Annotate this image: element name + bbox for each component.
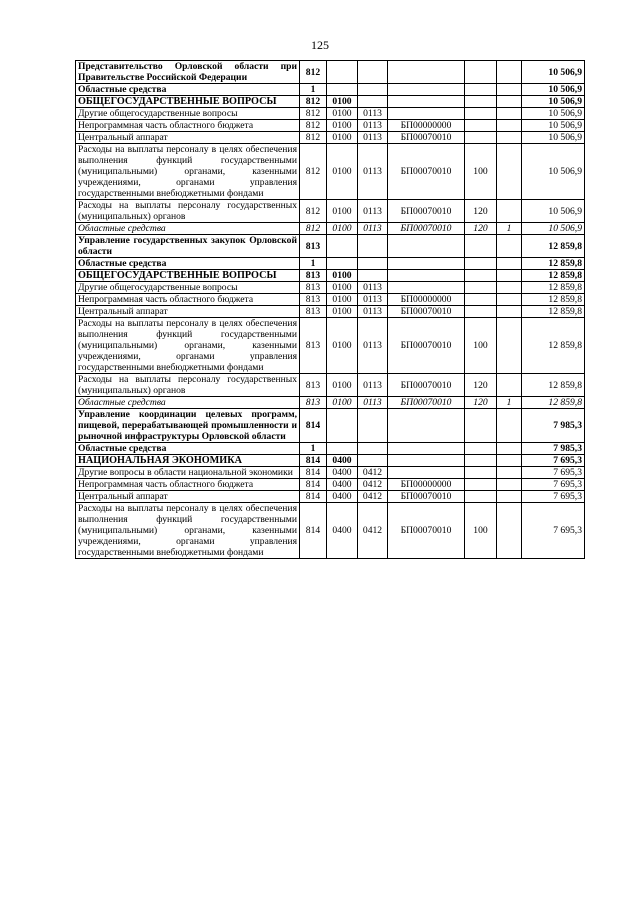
section-code: 0100 bbox=[327, 318, 358, 374]
grbs-code: 812 bbox=[300, 200, 327, 223]
section-code: 0100 bbox=[327, 144, 358, 200]
target-article-code bbox=[388, 282, 465, 294]
table-row bbox=[76, 282, 585, 294]
table-row bbox=[76, 318, 585, 374]
grbs-code: 813 bbox=[300, 270, 327, 282]
expense-type-code bbox=[465, 409, 497, 443]
funding-source-code bbox=[497, 200, 522, 223]
subsection-code bbox=[358, 61, 388, 84]
funding-source-code bbox=[497, 120, 522, 132]
section-code: 0400 bbox=[327, 467, 358, 479]
subsection-code bbox=[358, 84, 388, 96]
target-article-code bbox=[388, 467, 465, 479]
table-row bbox=[76, 374, 585, 397]
funding-source-code bbox=[497, 491, 522, 503]
amount: 10 506,9 bbox=[522, 120, 585, 132]
row-name: Расходы на выплаты персоналу государственных (муниципальных) органов bbox=[76, 200, 300, 223]
funding-source-code bbox=[497, 144, 522, 200]
table-row bbox=[76, 84, 585, 96]
amount: 12 859,8 bbox=[522, 374, 585, 397]
funding-source-code bbox=[497, 455, 522, 467]
subsection-code: 0113 bbox=[358, 200, 388, 223]
amount: 12 859,8 bbox=[522, 397, 585, 409]
table-row bbox=[76, 397, 585, 409]
subsection-code: 0412 bbox=[358, 467, 388, 479]
amount: 7 695,3 bbox=[522, 455, 585, 467]
subsection-code: 0412 bbox=[358, 503, 388, 559]
row-name: ОБЩЕГОСУДАРСТВЕННЫЕ ВОПРОСЫ bbox=[76, 96, 300, 108]
grbs-code: 812 bbox=[300, 144, 327, 200]
section-code: 0100 bbox=[327, 132, 358, 144]
expense-type-code bbox=[465, 96, 497, 108]
expense-type-code bbox=[465, 282, 497, 294]
row-name: Непрограммная часть областного бюджета bbox=[76, 479, 300, 491]
subsection-code: 0412 bbox=[358, 479, 388, 491]
target-article-code: БП00000000 bbox=[388, 120, 465, 132]
target-article-code bbox=[388, 61, 465, 84]
funding-source-code bbox=[497, 235, 522, 258]
grbs-code: 814 bbox=[300, 491, 327, 503]
grbs-code: 812 bbox=[300, 120, 327, 132]
row-name: Другие общегосударственные вопросы bbox=[76, 108, 300, 120]
grbs-code: 813 bbox=[300, 374, 327, 397]
amount: 7 985,3 bbox=[522, 443, 585, 455]
funding-source-code bbox=[497, 61, 522, 84]
grbs-code: 812 bbox=[300, 96, 327, 108]
expense-type-code: 120 bbox=[465, 200, 497, 223]
expense-type-code bbox=[465, 84, 497, 96]
grbs-code: 1 bbox=[300, 84, 327, 96]
row-name: Областные средства bbox=[76, 443, 300, 455]
expense-type-code: 120 bbox=[465, 374, 497, 397]
table-row bbox=[76, 235, 585, 258]
amount: 7 695,3 bbox=[522, 503, 585, 559]
target-article-code: БП00000000 bbox=[388, 479, 465, 491]
section-code bbox=[327, 258, 358, 270]
expense-type-code bbox=[465, 443, 497, 455]
grbs-code: 814 bbox=[300, 409, 327, 443]
table-row bbox=[76, 491, 585, 503]
table-row bbox=[76, 479, 585, 491]
expense-type-code bbox=[465, 235, 497, 258]
target-article-code bbox=[388, 455, 465, 467]
amount: 7 985,3 bbox=[522, 409, 585, 443]
grbs-code: 814 bbox=[300, 467, 327, 479]
target-article-code: БП00070010 bbox=[388, 374, 465, 397]
subsection-code: 0113 bbox=[358, 374, 388, 397]
row-name: Расходы на выплаты персоналу государственных (муниципальных) органов bbox=[76, 374, 300, 397]
row-name: Непрограммная часть областного бюджета bbox=[76, 294, 300, 306]
funding-source-code bbox=[497, 132, 522, 144]
subsection-code: 0113 bbox=[358, 223, 388, 235]
grbs-code: 814 bbox=[300, 479, 327, 491]
target-article-code: БП00070010 bbox=[388, 318, 465, 374]
table-row bbox=[76, 223, 585, 235]
grbs-code: 813 bbox=[300, 306, 327, 318]
target-article-code: БП00070010 bbox=[388, 223, 465, 235]
funding-source-code bbox=[497, 467, 522, 479]
section-code: 0100 bbox=[327, 223, 358, 235]
section-code: 0100 bbox=[327, 108, 358, 120]
section-code: 0100 bbox=[327, 282, 358, 294]
expense-type-code bbox=[465, 108, 497, 120]
table-row bbox=[76, 120, 585, 132]
grbs-code: 812 bbox=[300, 132, 327, 144]
expense-type-code bbox=[465, 306, 497, 318]
section-code: 0400 bbox=[327, 491, 358, 503]
expense-type-code bbox=[465, 467, 497, 479]
grbs-code: 812 bbox=[300, 61, 327, 84]
amount: 7 695,3 bbox=[522, 467, 585, 479]
table-row bbox=[76, 455, 585, 467]
subsection-code bbox=[358, 96, 388, 108]
expense-type-code bbox=[465, 120, 497, 132]
section-code: 0100 bbox=[327, 294, 358, 306]
expense-type-code: 100 bbox=[465, 144, 497, 200]
row-name: Другие общегосударственные вопросы bbox=[76, 282, 300, 294]
subsection-code: 0113 bbox=[358, 120, 388, 132]
subsection-code bbox=[358, 258, 388, 270]
funding-source-code bbox=[497, 318, 522, 374]
section-code: 0100 bbox=[327, 120, 358, 132]
subsection-code: 0113 bbox=[358, 294, 388, 306]
table-row bbox=[76, 132, 585, 144]
table-row bbox=[76, 306, 585, 318]
section-code: 0400 bbox=[327, 479, 358, 491]
grbs-code: 813 bbox=[300, 282, 327, 294]
subsection-code: 0113 bbox=[358, 282, 388, 294]
target-article-code bbox=[388, 108, 465, 120]
row-name: Управление координации целевых программ, пищевой, перерабатывающей промышленности и рыночной инфраструктуры Орловской области bbox=[76, 409, 300, 443]
subsection-code bbox=[358, 409, 388, 443]
funding-source-code bbox=[497, 294, 522, 306]
section-code bbox=[327, 61, 358, 84]
table-row bbox=[76, 144, 585, 200]
amount: 10 506,9 bbox=[522, 61, 585, 84]
target-article-code bbox=[388, 235, 465, 258]
subsection-code bbox=[358, 455, 388, 467]
row-name: Расходы на выплаты персоналу в целях обеспечения выполнения функций государственными (муниципальными) органами, казенными учреждениями, органами управления государственными внебюджетными фондами bbox=[76, 144, 300, 200]
row-name: Другие вопросы в области национальной экономики bbox=[76, 467, 300, 479]
amount: 12 859,8 bbox=[522, 235, 585, 258]
subsection-code bbox=[358, 443, 388, 455]
expense-type-code: 120 bbox=[465, 223, 497, 235]
expense-type-code bbox=[465, 455, 497, 467]
section-code: 0100 bbox=[327, 397, 358, 409]
expense-type-code: 100 bbox=[465, 318, 497, 374]
budget-table bbox=[75, 60, 585, 559]
funding-source-code bbox=[497, 443, 522, 455]
target-article-code: БП00070010 bbox=[388, 503, 465, 559]
row-name: ОБЩЕГОСУДАРСТВЕННЫЕ ВОПРОСЫ bbox=[76, 270, 300, 282]
table-row bbox=[76, 294, 585, 306]
funding-source-code bbox=[497, 282, 522, 294]
amount: 10 506,9 bbox=[522, 96, 585, 108]
subsection-code: 0113 bbox=[358, 132, 388, 144]
section-code bbox=[327, 443, 358, 455]
target-article-code bbox=[388, 409, 465, 443]
section-code: 0400 bbox=[327, 455, 358, 467]
expense-type-code bbox=[465, 61, 497, 84]
subsection-code: 0113 bbox=[358, 318, 388, 374]
grbs-code: 813 bbox=[300, 294, 327, 306]
amount: 10 506,9 bbox=[522, 108, 585, 120]
amount: 12 859,8 bbox=[522, 282, 585, 294]
subsection-code: 0113 bbox=[358, 397, 388, 409]
amount: 12 859,8 bbox=[522, 306, 585, 318]
row-name: Областные средства bbox=[76, 258, 300, 270]
amount: 12 859,8 bbox=[522, 270, 585, 282]
expense-type-code bbox=[465, 491, 497, 503]
row-name: Областные средства bbox=[76, 397, 300, 409]
grbs-code: 814 bbox=[300, 503, 327, 559]
row-name: Расходы на выплаты персоналу в целях обеспечения выполнения функций государственными (муниципальными) органами, казенными учреждениями, органами управления государственными внебюджетными фондами bbox=[76, 503, 300, 559]
section-code: 0100 bbox=[327, 374, 358, 397]
grbs-code: 1 bbox=[300, 258, 327, 270]
funding-source-code bbox=[497, 84, 522, 96]
grbs-code: 812 bbox=[300, 108, 327, 120]
grbs-code: 813 bbox=[300, 318, 327, 374]
expense-type-code bbox=[465, 132, 497, 144]
row-name: НАЦИОНАЛЬНАЯ ЭКОНОМИКА bbox=[76, 455, 300, 467]
amount: 12 859,8 bbox=[522, 294, 585, 306]
table-row bbox=[76, 108, 585, 120]
row-name: Центральный аппарат bbox=[76, 306, 300, 318]
funding-source-code bbox=[497, 96, 522, 108]
funding-source-code bbox=[497, 108, 522, 120]
table-row bbox=[76, 467, 585, 479]
subsection-code: 0113 bbox=[358, 144, 388, 200]
table-row bbox=[76, 503, 585, 559]
amount: 10 506,9 bbox=[522, 132, 585, 144]
subsection-code bbox=[358, 235, 388, 258]
amount: 7 695,3 bbox=[522, 479, 585, 491]
funding-source-code bbox=[497, 503, 522, 559]
table-row bbox=[76, 443, 585, 455]
amount: 12 859,8 bbox=[522, 258, 585, 270]
subsection-code: 0113 bbox=[358, 306, 388, 318]
expense-type-code bbox=[465, 479, 497, 491]
funding-source-code bbox=[497, 306, 522, 318]
target-article-code bbox=[388, 258, 465, 270]
grbs-code: 813 bbox=[300, 397, 327, 409]
table-row bbox=[76, 61, 585, 84]
row-name: Областные средства bbox=[76, 84, 300, 96]
target-article-code bbox=[388, 443, 465, 455]
expense-type-code bbox=[465, 270, 497, 282]
row-name: Расходы на выплаты персоналу в целях обеспечения выполнения функций государственными (муниципальными) органами, казенными учреждениями, органами управления государственными внебюджетными фондами bbox=[76, 318, 300, 374]
target-article-code: БП00070010 bbox=[388, 491, 465, 503]
funding-source-code bbox=[497, 258, 522, 270]
target-article-code: БП00070010 bbox=[388, 200, 465, 223]
section-code: 0100 bbox=[327, 306, 358, 318]
funding-source-code bbox=[497, 374, 522, 397]
section-code: 0100 bbox=[327, 270, 358, 282]
row-name: Непрограммная часть областного бюджета bbox=[76, 120, 300, 132]
amount: 12 859,8 bbox=[522, 318, 585, 374]
table-row bbox=[76, 96, 585, 108]
amount: 10 506,9 bbox=[522, 223, 585, 235]
target-article-code: БП00000000 bbox=[388, 294, 465, 306]
grbs-code: 814 bbox=[300, 455, 327, 467]
table-row bbox=[76, 258, 585, 270]
target-article-code bbox=[388, 270, 465, 282]
amount: 10 506,9 bbox=[522, 200, 585, 223]
grbs-code: 812 bbox=[300, 223, 327, 235]
target-article-code: БП00070010 bbox=[388, 144, 465, 200]
page-number: 125 bbox=[311, 38, 329, 52]
row-name: Центральный аппарат bbox=[76, 132, 300, 144]
table-row bbox=[76, 270, 585, 282]
target-article-code bbox=[388, 96, 465, 108]
expense-type-code bbox=[465, 258, 497, 270]
funding-source-code bbox=[497, 270, 522, 282]
row-name: Управление государственных закупок Орловской области bbox=[76, 235, 300, 258]
funding-source-code bbox=[497, 409, 522, 443]
section-code: 0100 bbox=[327, 200, 358, 223]
subsection-code: 0412 bbox=[358, 491, 388, 503]
amount: 7 695,3 bbox=[522, 491, 585, 503]
section-code: 0400 bbox=[327, 503, 358, 559]
funding-source-code bbox=[497, 479, 522, 491]
expense-type-code: 100 bbox=[465, 503, 497, 559]
funding-source-code: 1 bbox=[497, 223, 522, 235]
row-name: Представительство Орловской области при Правительстве Российской Федерации bbox=[76, 61, 300, 84]
target-article-code bbox=[388, 84, 465, 96]
section-code bbox=[327, 84, 358, 96]
row-name: Центральный аппарат bbox=[76, 491, 300, 503]
funding-source-code: 1 bbox=[497, 397, 522, 409]
expense-type-code: 120 bbox=[465, 397, 497, 409]
subsection-code bbox=[358, 270, 388, 282]
grbs-code: 1 bbox=[300, 443, 327, 455]
section-code bbox=[327, 409, 358, 443]
subsection-code: 0113 bbox=[358, 108, 388, 120]
amount: 10 506,9 bbox=[522, 144, 585, 200]
budget-table-body bbox=[76, 61, 585, 559]
section-code bbox=[327, 235, 358, 258]
target-article-code: БП00070010 bbox=[388, 397, 465, 409]
table-row bbox=[76, 200, 585, 223]
target-article-code: БП00070010 bbox=[388, 306, 465, 318]
expense-type-code bbox=[465, 294, 497, 306]
target-article-code: БП00070010 bbox=[388, 132, 465, 144]
grbs-code: 813 bbox=[300, 235, 327, 258]
amount: 10 506,9 bbox=[522, 84, 585, 96]
row-name: Областные средства bbox=[76, 223, 300, 235]
table-row bbox=[76, 409, 585, 443]
section-code: 0100 bbox=[327, 96, 358, 108]
